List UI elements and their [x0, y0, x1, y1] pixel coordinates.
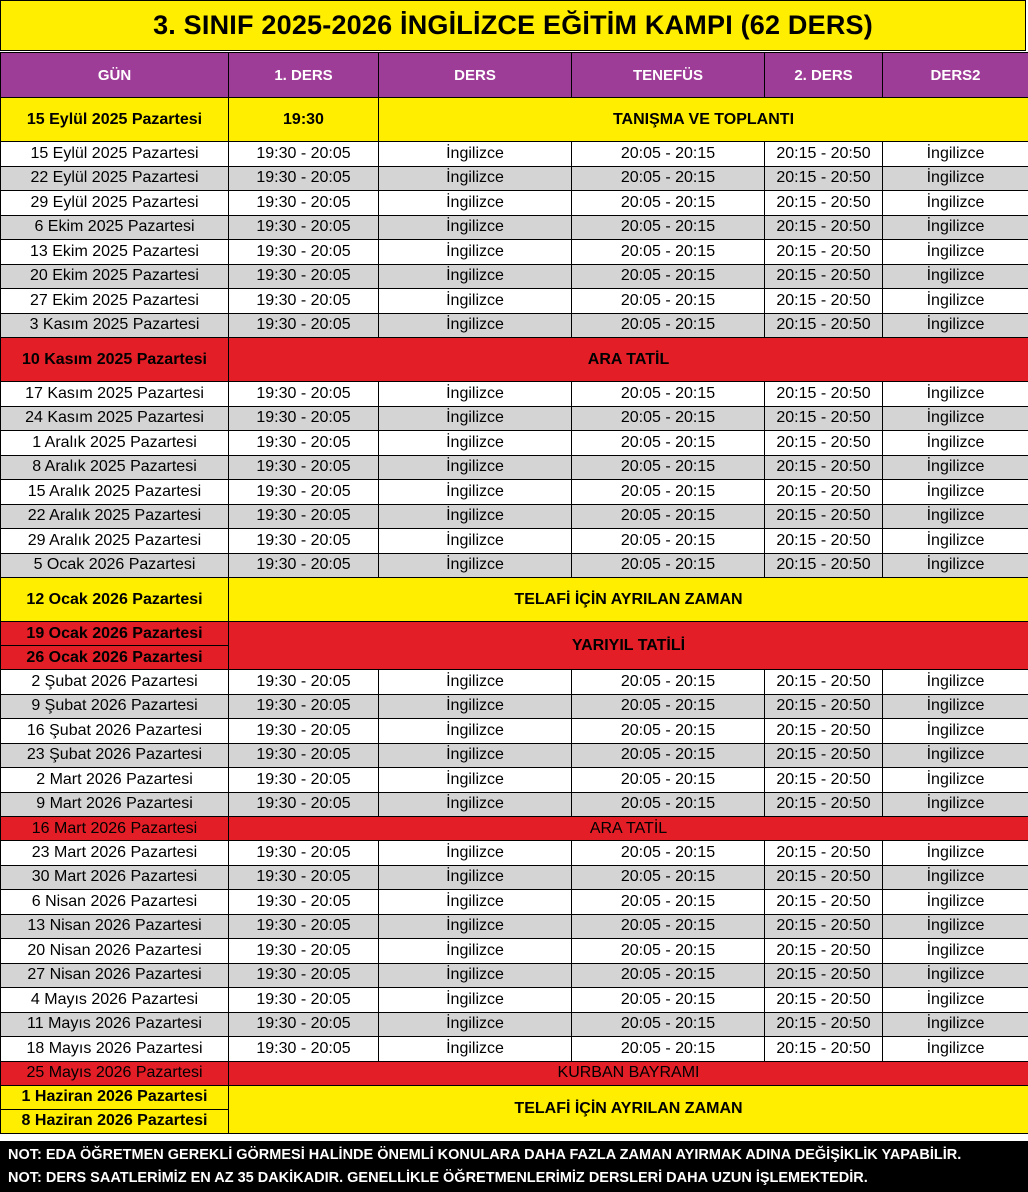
- course2-cell: İngilizce: [883, 240, 1028, 265]
- break-time-cell: 20:05 - 20:15: [572, 504, 765, 529]
- lesson1-time-cell: 19:30 - 20:05: [229, 939, 379, 964]
- course2-cell: İngilizce: [883, 553, 1028, 578]
- lesson-row: [1, 313, 1028, 338]
- course1-cell: İngilizce: [379, 431, 572, 456]
- lesson2-time-cell: 20:15 - 20:50: [765, 768, 883, 793]
- day-cell: 11 Mayıs 2026 Pazartesi: [1, 1012, 229, 1037]
- course1-cell: İngilizce: [379, 988, 572, 1013]
- lesson1-time-cell: 19:30 - 20:05: [229, 289, 379, 314]
- day-cell: 10 Kasım 2025 Pazartesi: [1, 338, 229, 382]
- lesson-row: [1, 166, 1028, 191]
- course1-cell: İngilizce: [379, 529, 572, 554]
- day-cell: 8 Haziran 2026 Pazartesi: [1, 1109, 229, 1133]
- lesson1-time-cell: 19:30 - 20:05: [229, 431, 379, 456]
- lesson-row: [1, 480, 1028, 505]
- lesson-row: [1, 743, 1028, 768]
- day-cell: 13 Nisan 2026 Pazartesi: [1, 914, 229, 939]
- break-time-cell: 20:05 - 20:15: [572, 553, 765, 578]
- break-time-cell: 20:05 - 20:15: [572, 240, 765, 265]
- lesson-row: [1, 142, 1028, 167]
- course1-cell: İngilizce: [379, 166, 572, 191]
- lesson2-time-cell: 20:15 - 20:50: [765, 289, 883, 314]
- day-cell: 13 Ekim 2025 Pazartesi: [1, 240, 229, 265]
- day-cell: 9 Şubat 2026 Pazartesi: [1, 694, 229, 719]
- break-time-cell: 20:05 - 20:15: [572, 480, 765, 505]
- lesson-row: [1, 455, 1028, 480]
- col-header-day: GÜN: [1, 53, 229, 98]
- lesson1-time-cell: 19:30 - 20:05: [229, 553, 379, 578]
- lesson-row: [1, 963, 1028, 988]
- lesson1-time-cell: 19:30 - 20:05: [229, 670, 379, 695]
- break-time-cell: 20:05 - 20:15: [572, 743, 765, 768]
- lesson2-time-cell: 20:15 - 20:50: [765, 743, 883, 768]
- day-cell: 30 Mart 2026 Pazartesi: [1, 865, 229, 890]
- col-header-lesson2: 2. DERS: [765, 53, 883, 98]
- lesson2-time-cell: 20:15 - 20:50: [765, 142, 883, 167]
- lesson1-time-cell: 19:30 - 20:05: [229, 1012, 379, 1037]
- course2-cell: İngilizce: [883, 382, 1028, 407]
- day-cell: 1 Aralık 2025 Pazartesi: [1, 431, 229, 456]
- course2-cell: İngilizce: [883, 792, 1028, 817]
- course1-cell: İngilizce: [379, 694, 572, 719]
- lesson2-time-cell: 20:15 - 20:50: [765, 939, 883, 964]
- event-cell: TELAFİ İÇİN AYRILAN ZAMAN: [229, 1085, 1028, 1133]
- day-cell: 20 Ekim 2025 Pazartesi: [1, 264, 229, 289]
- break-time-cell: 20:05 - 20:15: [572, 914, 765, 939]
- lesson1-time-cell: 19:30 - 20:05: [229, 191, 379, 216]
- course2-cell: İngilizce: [883, 529, 1028, 554]
- course1-cell: İngilizce: [379, 914, 572, 939]
- event-row: [1, 1085, 1028, 1109]
- lesson2-time-cell: 20:15 - 20:50: [765, 792, 883, 817]
- course2-cell: İngilizce: [883, 455, 1028, 480]
- event-row: [1, 98, 1028, 142]
- lesson-row: [1, 792, 1028, 817]
- day-cell: 19 Ocak 2026 Pazartesi: [1, 622, 229, 646]
- course1-cell: İngilizce: [379, 553, 572, 578]
- course1-cell: İngilizce: [379, 1012, 572, 1037]
- course2-cell: İngilizce: [883, 166, 1028, 191]
- lesson2-time-cell: 20:15 - 20:50: [765, 841, 883, 866]
- break-time-cell: 20:05 - 20:15: [572, 1012, 765, 1037]
- lesson2-time-cell: 20:15 - 20:50: [765, 191, 883, 216]
- lesson1-time-cell: 19:30 - 20:05: [229, 1037, 379, 1062]
- lesson2-time-cell: 20:15 - 20:50: [765, 890, 883, 915]
- break-time-cell: 20:05 - 20:15: [572, 166, 765, 191]
- course2-cell: İngilizce: [883, 215, 1028, 240]
- lesson1-time-cell: 19:30 - 20:05: [229, 215, 379, 240]
- event-row: [1, 578, 1028, 622]
- break-time-cell: 20:05 - 20:15: [572, 890, 765, 915]
- lesson-row: [1, 694, 1028, 719]
- course1-cell: İngilizce: [379, 890, 572, 915]
- course1-cell: İngilizce: [379, 939, 572, 964]
- lesson2-time-cell: 20:15 - 20:50: [765, 264, 883, 289]
- day-cell: 12 Ocak 2026 Pazartesi: [1, 578, 229, 622]
- lesson1-time-cell: 19:30 - 20:05: [229, 166, 379, 191]
- notes-footer: [0, 1141, 1028, 1192]
- lesson-row: [1, 382, 1028, 407]
- course1-cell: İngilizce: [379, 313, 572, 338]
- lesson2-time-cell: 20:15 - 20:50: [765, 914, 883, 939]
- course1-cell: İngilizce: [379, 1037, 572, 1062]
- col-header-break: TENEFÜS: [572, 53, 765, 98]
- lesson1-time-cell: 19:30 - 20:05: [229, 743, 379, 768]
- lesson2-time-cell: 20:15 - 20:50: [765, 215, 883, 240]
- lesson-row: [1, 553, 1028, 578]
- time-cell: 19:30: [229, 98, 379, 142]
- event-cell: KURBAN BAYRAMI: [229, 1061, 1028, 1085]
- lesson1-time-cell: 19:30 - 20:05: [229, 963, 379, 988]
- course2-cell: İngilizce: [883, 988, 1028, 1013]
- course2-cell: İngilizce: [883, 313, 1028, 338]
- break-time-cell: 20:05 - 20:15: [572, 142, 765, 167]
- day-cell: 26 Ocak 2026 Pazartesi: [1, 646, 229, 670]
- lesson1-time-cell: 19:30 - 20:05: [229, 841, 379, 866]
- lesson1-time-cell: 19:30 - 20:05: [229, 240, 379, 265]
- lesson-row: [1, 939, 1028, 964]
- page-title: 3. SINIF 2025-2026 İNGİLİZCE EĞİTİM KAMPI (62 DERS): [0, 0, 1026, 51]
- course2-cell: İngilizce: [883, 504, 1028, 529]
- lesson2-time-cell: 20:15 - 20:50: [765, 529, 883, 554]
- lesson1-time-cell: 19:30 - 20:05: [229, 719, 379, 744]
- lesson1-time-cell: 19:30 - 20:05: [229, 264, 379, 289]
- break-time-cell: 20:05 - 20:15: [572, 191, 765, 216]
- lesson1-time-cell: 19:30 - 20:05: [229, 694, 379, 719]
- break-time-cell: 20:05 - 20:15: [572, 670, 765, 695]
- header-row: [1, 53, 1028, 98]
- lesson-row: [1, 406, 1028, 431]
- break-time-cell: 20:05 - 20:15: [572, 694, 765, 719]
- lesson-row: [1, 191, 1028, 216]
- note-line: NOT: EDA ÖĞRETMEN GEREKLİ GÖRMESİ HALİNDE ÖNEMLİ KONULARA DAHA FAZLA ZAMAN AYIRMAK ADINA DEĞİŞİKLİK YAPABİLİR.: [8, 1147, 962, 1163]
- lesson2-time-cell: 20:15 - 20:50: [765, 553, 883, 578]
- lesson2-time-cell: 20:15 - 20:50: [765, 166, 883, 191]
- course1-cell: İngilizce: [379, 841, 572, 866]
- course2-cell: İngilizce: [883, 1012, 1028, 1037]
- lesson1-time-cell: 19:30 - 20:05: [229, 865, 379, 890]
- break-time-cell: 20:05 - 20:15: [572, 988, 765, 1013]
- break-time-cell: 20:05 - 20:15: [572, 792, 765, 817]
- lesson-row: [1, 1012, 1028, 1037]
- course1-cell: İngilizce: [379, 719, 572, 744]
- day-cell: 2 Şubat 2026 Pazartesi: [1, 670, 229, 695]
- course2-cell: İngilizce: [883, 480, 1028, 505]
- col-header-course1: DERS: [379, 53, 572, 98]
- col-header-lesson1: 1. DERS: [229, 53, 379, 98]
- course1-cell: İngilizce: [379, 768, 572, 793]
- course1-cell: İngilizce: [379, 504, 572, 529]
- lesson1-time-cell: 19:30 - 20:05: [229, 455, 379, 480]
- day-cell: 5 Ocak 2026 Pazartesi: [1, 553, 229, 578]
- break-time-cell: 20:05 - 20:15: [572, 215, 765, 240]
- course1-cell: İngilizce: [379, 215, 572, 240]
- lesson-row: [1, 215, 1028, 240]
- lesson2-time-cell: 20:15 - 20:50: [765, 455, 883, 480]
- break-time-cell: 20:05 - 20:15: [572, 289, 765, 314]
- lesson2-time-cell: 20:15 - 20:50: [765, 431, 883, 456]
- course2-cell: İngilizce: [883, 743, 1028, 768]
- day-cell: 8 Aralık 2025 Pazartesi: [1, 455, 229, 480]
- course2-cell: İngilizce: [883, 264, 1028, 289]
- lesson-row: [1, 240, 1028, 265]
- day-cell: 3 Kasım 2025 Pazartesi: [1, 313, 229, 338]
- day-cell: 2 Mart 2026 Pazartesi: [1, 768, 229, 793]
- course1-cell: İngilizce: [379, 743, 572, 768]
- break-time-cell: 20:05 - 20:15: [572, 313, 765, 338]
- event-cell: TANIŞMA VE TOPLANTI: [379, 98, 1028, 142]
- day-cell: 15 Aralık 2025 Pazartesi: [1, 480, 229, 505]
- lesson-row: [1, 768, 1028, 793]
- event-cell: ARA TATİL: [229, 338, 1028, 382]
- course2-cell: İngilizce: [883, 142, 1028, 167]
- lesson2-time-cell: 20:15 - 20:50: [765, 480, 883, 505]
- event-row: [1, 338, 1028, 382]
- break-time-cell: 20:05 - 20:15: [572, 431, 765, 456]
- course2-cell: İngilizce: [883, 963, 1028, 988]
- course1-cell: İngilizce: [379, 670, 572, 695]
- lesson-row: [1, 670, 1028, 695]
- lesson-row: [1, 719, 1028, 744]
- day-cell: 22 Eylül 2025 Pazartesi: [1, 166, 229, 191]
- lesson2-time-cell: 20:15 - 20:50: [765, 382, 883, 407]
- event-cell: ARA TATİL: [229, 817, 1028, 841]
- event-row: [1, 622, 1028, 646]
- lesson2-time-cell: 20:15 - 20:50: [765, 670, 883, 695]
- course2-cell: İngilizce: [883, 865, 1028, 890]
- course2-cell: İngilizce: [883, 939, 1028, 964]
- schedule-body: [1, 98, 1028, 1134]
- lesson-row: [1, 431, 1028, 456]
- day-cell: 15 Eylül 2025 Pazartesi: [1, 142, 229, 167]
- day-cell: 1 Haziran 2026 Pazartesi: [1, 1085, 229, 1109]
- day-cell: 17 Kasım 2025 Pazartesi: [1, 382, 229, 407]
- lesson-row: [1, 841, 1028, 866]
- break-time-cell: 20:05 - 20:15: [572, 865, 765, 890]
- lesson1-time-cell: 19:30 - 20:05: [229, 142, 379, 167]
- day-cell: 29 Eylül 2025 Pazartesi: [1, 191, 229, 216]
- lesson2-time-cell: 20:15 - 20:50: [765, 240, 883, 265]
- course1-cell: İngilizce: [379, 240, 572, 265]
- break-time-cell: 20:05 - 20:15: [572, 455, 765, 480]
- course1-cell: İngilizce: [379, 289, 572, 314]
- break-time-cell: 20:05 - 20:15: [572, 963, 765, 988]
- lesson-row: [1, 529, 1028, 554]
- lesson1-time-cell: 19:30 - 20:05: [229, 382, 379, 407]
- day-cell: 25 Mayıs 2026 Pazartesi: [1, 1061, 229, 1085]
- course2-cell: İngilizce: [883, 406, 1028, 431]
- break-time-cell: 20:05 - 20:15: [572, 406, 765, 431]
- course1-cell: İngilizce: [379, 865, 572, 890]
- day-cell: 23 Mart 2026 Pazartesi: [1, 841, 229, 866]
- course1-cell: İngilizce: [379, 142, 572, 167]
- lesson-row: [1, 890, 1028, 915]
- event-cell: YARIYIL TATİLİ: [229, 622, 1028, 670]
- lesson2-time-cell: 20:15 - 20:50: [765, 963, 883, 988]
- lesson-row: [1, 264, 1028, 289]
- day-cell: 6 Ekim 2025 Pazartesi: [1, 215, 229, 240]
- course2-cell: İngilizce: [883, 890, 1028, 915]
- day-cell: 4 Mayıs 2026 Pazartesi: [1, 988, 229, 1013]
- course2-cell: İngilizce: [883, 1037, 1028, 1062]
- day-cell: 18 Mayıs 2026 Pazartesi: [1, 1037, 229, 1062]
- lesson1-time-cell: 19:30 - 20:05: [229, 988, 379, 1013]
- break-time-cell: 20:05 - 20:15: [572, 529, 765, 554]
- day-cell: 6 Nisan 2026 Pazartesi: [1, 890, 229, 915]
- lesson2-time-cell: 20:15 - 20:50: [765, 313, 883, 338]
- break-time-cell: 20:05 - 20:15: [572, 768, 765, 793]
- course1-cell: İngilizce: [379, 191, 572, 216]
- break-time-cell: 20:05 - 20:15: [572, 939, 765, 964]
- course2-cell: İngilizce: [883, 191, 1028, 216]
- break-time-cell: 20:05 - 20:15: [572, 1037, 765, 1062]
- lesson-row: [1, 914, 1028, 939]
- day-cell: 27 Ekim 2025 Pazartesi: [1, 289, 229, 314]
- lesson2-time-cell: 20:15 - 20:50: [765, 719, 883, 744]
- lesson2-time-cell: 20:15 - 20:50: [765, 1037, 883, 1062]
- event-row: [1, 1061, 1028, 1085]
- lesson-row: [1, 865, 1028, 890]
- lesson1-time-cell: 19:30 - 20:05: [229, 406, 379, 431]
- day-cell: 16 Mart 2026 Pazartesi: [1, 817, 229, 841]
- course1-cell: İngilizce: [379, 382, 572, 407]
- course1-cell: İngilizce: [379, 406, 572, 431]
- course2-cell: İngilizce: [883, 431, 1028, 456]
- day-cell: 23 Şubat 2026 Pazartesi: [1, 743, 229, 768]
- course1-cell: İngilizce: [379, 792, 572, 817]
- lesson1-time-cell: 19:30 - 20:05: [229, 313, 379, 338]
- course1-cell: İngilizce: [379, 480, 572, 505]
- day-cell: 20 Nisan 2026 Pazartesi: [1, 939, 229, 964]
- course1-cell: İngilizce: [379, 455, 572, 480]
- course2-cell: İngilizce: [883, 289, 1028, 314]
- course1-cell: İngilizce: [379, 264, 572, 289]
- lesson1-time-cell: 19:30 - 20:05: [229, 792, 379, 817]
- course2-cell: İngilizce: [883, 768, 1028, 793]
- lesson-row: [1, 289, 1028, 314]
- course2-cell: İngilizce: [883, 670, 1028, 695]
- day-cell: 27 Nisan 2026 Pazartesi: [1, 963, 229, 988]
- note-line: NOT: DERS SAATLERİMİZ EN AZ 35 DAKİKADIR. GENELLİKLE ÖĞRETMENLERİMİZ DERSLERİ DAHA UZUN İŞLEMEKTEDİR.: [8, 1170, 868, 1186]
- lesson2-time-cell: 20:15 - 20:50: [765, 694, 883, 719]
- day-cell: 15 Eylül 2025 Pazartesi: [1, 98, 229, 142]
- course1-cell: İngilizce: [379, 963, 572, 988]
- lesson2-time-cell: 20:15 - 20:50: [765, 504, 883, 529]
- break-time-cell: 20:05 - 20:15: [572, 264, 765, 289]
- event-row: [1, 817, 1028, 841]
- lesson1-time-cell: 19:30 - 20:05: [229, 504, 379, 529]
- lesson1-time-cell: 19:30 - 20:05: [229, 768, 379, 793]
- day-cell: 29 Aralık 2025 Pazartesi: [1, 529, 229, 554]
- lesson2-time-cell: 20:15 - 20:50: [765, 1012, 883, 1037]
- event-cell: TELAFİ İÇİN AYRILAN ZAMAN: [229, 578, 1028, 622]
- day-cell: 16 Şubat 2026 Pazartesi: [1, 719, 229, 744]
- schedule-table: [0, 52, 1028, 1134]
- day-cell: 9 Mart 2026 Pazartesi: [1, 792, 229, 817]
- col-header-course2: DERS2: [883, 53, 1028, 98]
- break-time-cell: 20:05 - 20:15: [572, 719, 765, 744]
- lesson-row: [1, 504, 1028, 529]
- day-cell: 22 Aralık 2025 Pazartesi: [1, 504, 229, 529]
- course2-cell: İngilizce: [883, 694, 1028, 719]
- break-time-cell: 20:05 - 20:15: [572, 382, 765, 407]
- lesson1-time-cell: 19:30 - 20:05: [229, 890, 379, 915]
- course2-cell: İngilizce: [883, 914, 1028, 939]
- lesson-row: [1, 1037, 1028, 1062]
- lesson2-time-cell: 20:15 - 20:50: [765, 406, 883, 431]
- break-time-cell: 20:05 - 20:15: [572, 841, 765, 866]
- course2-cell: İngilizce: [883, 841, 1028, 866]
- lesson2-time-cell: 20:15 - 20:50: [765, 865, 883, 890]
- lesson2-time-cell: 20:15 - 20:50: [765, 988, 883, 1013]
- day-cell: 24 Kasım 2025 Pazartesi: [1, 406, 229, 431]
- lesson1-time-cell: 19:30 - 20:05: [229, 914, 379, 939]
- lesson1-time-cell: 19:30 - 20:05: [229, 480, 379, 505]
- lesson1-time-cell: 19:30 - 20:05: [229, 529, 379, 554]
- course2-cell: İngilizce: [883, 719, 1028, 744]
- lesson-row: [1, 988, 1028, 1013]
